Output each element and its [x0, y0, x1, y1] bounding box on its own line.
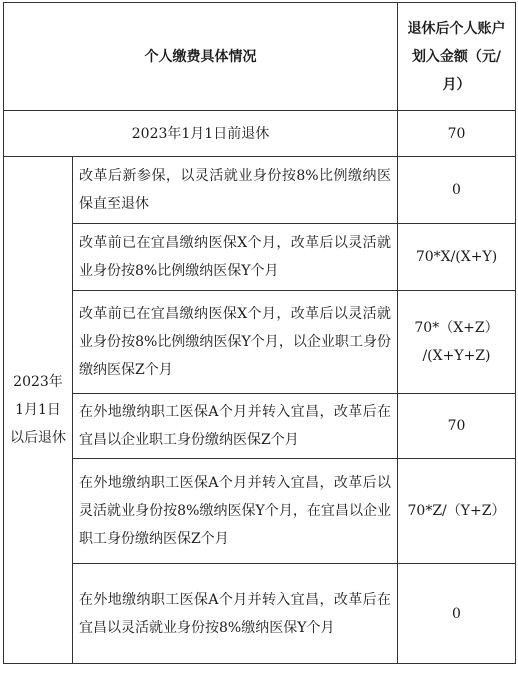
header-row — [4, 3, 516, 111]
row-amount: 70*Z/（Y+Z） — [398, 459, 516, 564]
before-2023-amount: 70 — [398, 111, 516, 157]
table-row — [4, 394, 516, 459]
header-amount: 退休后个人账户划入金额（元/月） — [398, 3, 516, 111]
table-row — [4, 157, 516, 224]
table-row — [4, 459, 516, 564]
row-description: 改革前已在宜昌缴纳医保X个月，改革后以灵活就业身份按8%比例缴纳医保Y个月，以企业职工身份缴纳医保Z个月 — [73, 291, 398, 394]
table-row — [4, 564, 516, 664]
after-2023-group-label: 2023年1月1日以后退休 — [4, 157, 73, 664]
table-row — [4, 224, 516, 291]
pension-transfer-table — [3, 2, 516, 664]
row-description: 改革前已在宜昌缴纳医保X个月，改革后以灵活就业身份按8%比例缴纳医保Y个月 — [73, 224, 398, 291]
row-amount-line-2: /(X+Y+Z) — [422, 348, 491, 364]
row-amount: 70*X/(X+Y) — [398, 224, 516, 291]
row-amount-line-1: 70*（X+Z） — [414, 320, 499, 336]
before-2023-row — [4, 111, 516, 157]
row-description: 在外地缴纳职工医保A个月并转入宜昌，改革后在宜昌以企业职工身份缴纳医保Z个月 — [73, 394, 398, 459]
row-description: 改革后新参保，以灵活就业身份按8%比例缴纳医保直至退休 — [73, 157, 398, 224]
header-situation: 个人缴费具体情况 — [4, 3, 398, 111]
table-row — [4, 291, 516, 394]
row-description: 在外地缴纳职工医保A个月并转入宜昌，改革后以灵活就业身份按8%缴纳医保Y个月，在宜昌以企业职工身份缴纳医保Z个月 — [73, 459, 398, 564]
row-amount — [398, 291, 516, 394]
row-amount: 0 — [398, 564, 516, 664]
row-amount: 70 — [398, 394, 516, 459]
row-amount: 0 — [398, 157, 516, 224]
before-2023-label: 2023年1月1日前退休 — [4, 111, 398, 157]
row-description: 在外地缴纳职工医保A个月并转入宜昌，改革后在宜昌以灵活就业身份按8%缴纳医保Y个月 — [73, 564, 398, 664]
